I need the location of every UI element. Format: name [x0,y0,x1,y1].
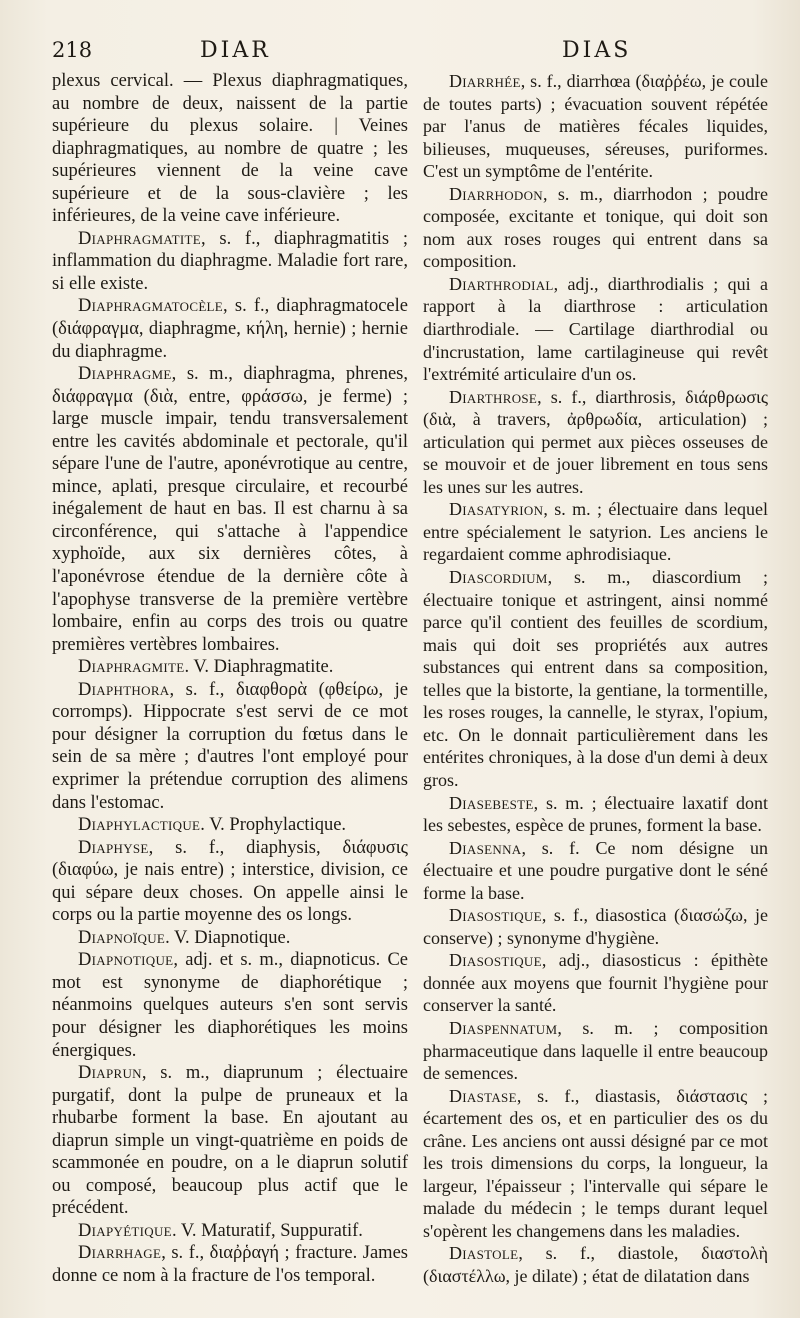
entry-definition: . V. Diapnotique. [165,927,291,948]
entry-definition: , s. f., diaphysis, διάφυσις (διαφύω, je nais entre) ; interstice, division, ce qui sépare deux choses. On appelle ainsi le corps ou la partie moyenne des os longs. [52,837,408,926]
entry-headword: Diaphragmite [78,657,185,678]
dictionary-entry [423,183,768,273]
entry-definition: . V. Maturatif, Suppuratif. [171,1220,363,1241]
dictionary-entry [52,70,408,228]
entry-definition: , s. f., διαῤῥαγή ; fracture. James donne ce nom à la fracture de l'os temporal. [52,1243,408,1286]
entry-definition: , s. f., diastole, διαστολὴ (διαστέλλω, je dilate) ; état de dilatation dans [423,1243,768,1286]
entry-definition: . V. Prophylactique. [200,815,347,836]
entry-definition: , s. f., diaphragmatitis ; inflammation du diaphragme. Maladie fort rare, si elle existe. [52,228,408,294]
left-running-head: DIAR [200,38,271,63]
entry-headword: Diaspennatum [449,1017,558,1038]
entry-definition: , s. f., diarrhœa (διαῤῥέω, je coule de toutes parts) ; évacuation souvent répétée par l'anus de matières fécales liquides, bilieuses, muqueuses, séreuses, puriformes. C'est un symptôme de l'entérite. [423,71,768,182]
dictionary-entry [423,70,768,183]
dictionary-entry [423,792,768,837]
dictionary-entry [423,566,768,791]
entry-definition: , s. m. ; électuaire laxatif dont les sebestes, espèce de prunes, forment la base. [423,792,768,836]
dictionary-entry [52,927,408,950]
entry-definition: , s. m., diarrhodon ; poudre composée, excitante et tonique, qui doit son nom aux roses rouges qui entrent dans sa composition. [423,183,768,272]
entry-definition: , s. f., diasostica (διασώζω, je conserve) ; synonyme d'hygiène. [423,905,768,948]
dictionary-entry [52,656,408,679]
dictionary-entry [52,295,408,363]
dictionary-entry [423,386,768,499]
entry-definition: , s. f., diaphragmatocele (διάφραγμα, diaphragme, κήλη, hernie) ; hernie du diaphragme. [52,296,408,362]
dictionary-entry [423,1017,768,1085]
entry-definition: , s. f. Ce nom désigne un électuaire et une poudre purgative dont le séné forme la base. [423,837,768,903]
entry-definition: , s. m. ; composition pharmaceutique dans laquelle il entre beaucoup de semences. [423,1017,768,1084]
entry-definition: , s. m. ; électuaire dans lequel entre spécialement le satyrion. Les anciens le regardaient comme aphrodisiaque. [423,499,768,565]
dictionary-entry [52,814,408,837]
entry-headword: Diasenna [449,837,522,858]
dictionary-entry [52,228,408,296]
entry-headword: Diaphyse [78,837,149,858]
entry-definition: , adj. et s. m., diapnoticus. Ce mot est synonyme de diaphorétique ; néanmoins quelques auteurs s'en sont servis pour désigner les diaphorétiques les moins énergiques. [52,950,408,1061]
entry-headword: Diapnoïque [78,927,166,948]
entry-definition: , adj., diarthrodialis ; qui a rapport à la diarthrose : articulation diarthrodiale. — Cartilage diarthrodial ou d'incrustation, lame cartilagineuse qui revêt l'extrémité articulaire d'un os. [423,273,768,385]
dictionary-entry [52,679,408,814]
entry-definition: , s. f., diarthrosis, διάρθρωσις (διὰ, à travers, ἀρθρωδία, articulation) ; articulation qui permet aux pièces osseuses de se mouvoir et de jouer librement en tous sens les unes sur les autres. [423,386,768,497]
entry-headword: Diaphragmatocèle [78,296,224,317]
dictionary-entry [52,949,408,1062]
entry-headword: Diapyétique [78,1220,172,1241]
right-column [423,70,768,1288]
entry-definition: plexus cervical. — Plexus diaphragmatiques, au nombre de deux, naissent de la partie supérieure du plexus solaire. | Veines diaphragmatiques, au nombre de quatre ; les supérieures viennent de la veine cave supérieure et de la sous-clavière ; les inférieures, de la veine cave inférieure. [52,71,408,227]
entry-headword: Diasebeste [449,792,534,813]
entry-definition: . V. Diaphragmatite. [184,657,334,678]
entry-headword: Diapnotique [78,950,174,971]
entry-headword: Diasostique [449,950,542,971]
entry-headword: Diarthrose [449,386,538,407]
dictionary-entry [52,1220,408,1243]
entry-headword: Diarrhage [78,1243,162,1264]
dictionary-entry [423,1242,768,1287]
entry-headword: Diaphragme [78,364,172,385]
entry-headword: Diastase [449,1085,517,1106]
dictionary-entry [423,273,768,386]
right-running-head: DIAS [562,38,632,63]
dictionary-entry [52,1242,408,1287]
entry-headword: Diaphragmatite [78,228,202,249]
entry-headword: Diastole [449,1243,519,1264]
entry-definition: , adj., diasosticus : épithète donnée aux moyens que fournit l'hygiène pour conserver la santé. [423,950,768,1016]
dictionary-entry [423,949,768,1017]
running-head [0,38,800,68]
entry-definition: , s. f., διαφθορὰ (φθείρω, je corromps). Hippocrate s'est servi de ce mot pour désigner la corruption du fœtus dans le sein de sa mère ; d'autres l'ont employé pour exprimer la prétendue corruption des alimens dans l'estomac. [52,679,408,813]
dictionary-entry [423,1085,768,1243]
dictionary-entry [52,363,408,656]
left-column [52,70,408,1288]
entry-headword: Diaprun [78,1063,142,1084]
entry-headword: Diaphthora [78,679,170,700]
dictionary-entry [52,837,408,927]
entry-definition: , s. f., diastasis, διάστασις ; écartement des os, et en particulier des os du crâne. Les anciens ont aussi désigné par ce mot les trois dimensions du corps, la longueur, la largeur, l'épaisseur ; l'intervalle qui sépare le malade du médecin ; le temps durant lequel s'opèrent les changemens dans les maladies. [423,1085,768,1241]
dictionary-entry [423,498,768,566]
entry-headword: Diascordium [449,567,548,588]
dictionary-entry [52,1062,408,1220]
dictionary-entry [423,904,768,949]
entry-definition: , s. m., diaphragma, phrenes, διάφραγμα (διὰ, entre, φράσσω, je ferme) ; large muscle impair, tendu transversalement entre les cavités abdominale et pectorale, qu'il sépare l'une de l'autre, aponévrotique au centre, mince, aplati, presque circulaire, et recourbé inégalement de haut en bas. Il est charnu à sa circonférence, qui s'attache à l'appendice xyphoïde, aux six dernières côtes, à l'aponévrose étendue de la dernière côte à l'apophyse transverse de la première vertèbre lombaire, enfin au corps des trois ou quatre premières vertèbres lombaires. [52,364,408,655]
entry-headword: Diarrhée [449,71,521,91]
entry-headword: Diasatyrion [449,499,544,520]
entry-headword: Diarthrodial [449,273,554,294]
entry-headword: Diaphylactique [78,815,201,836]
entry-definition: , s. m., diaprunum ; électuaire purgatif, dont la pulpe de pruneaux et la rhubarbe forment la base. En ajoutant au diaprun simple un vingt-quatrième en poids de scammonée en poudre, on a le diaprun solutif ou composé, beaucoup plus actif que le précédent. [52,1063,408,1219]
entry-headword: Diasostique [449,905,542,926]
entry-definition: , s. m., diascordium ; électuaire tonique et astringent, ainsi nommé parce qu'il contient des feuilles de scordium, mais qui doit ses propriétés aux autres substances qui entrent dans sa composition, telles que la bistorte, la gentiane, la tormentille, les roses rouges, la cannelle, le styrax, l'opium, etc. On le donnait particulièrement dans les entérites chroniques, à la dose d'un demi à deux gros. [423,567,768,790]
dictionary-entry [423,837,768,905]
entry-headword: Diarrhodon [449,183,543,204]
page-number: 218 [52,38,93,62]
